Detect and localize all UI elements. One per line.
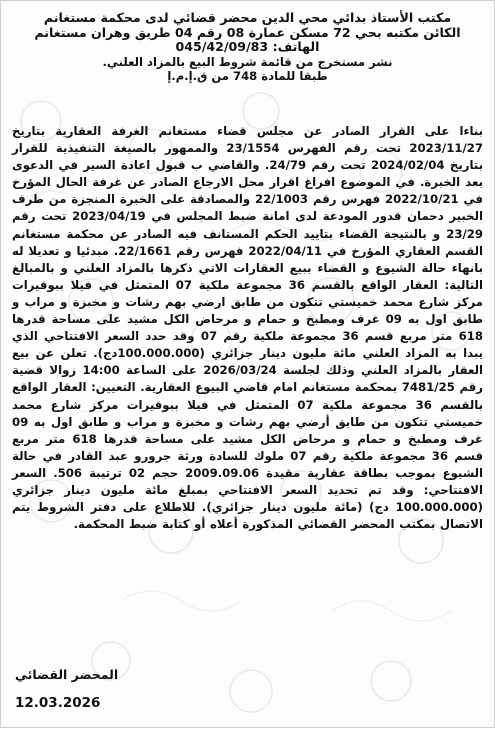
office-phone: الهاتف: 045/42/09/83 [175, 39, 320, 55]
signature-block [15, 667, 118, 711]
office-address: الكائن مكتبه بحي 72 مسكن عمارة 08 رقم 04 طريق وهران مستغانم [34, 24, 461, 40]
notice-body: بناءا على القرار الصادر عن مجلس قضاء مستغانم الغرفة العقارية بتاريخ 2023/11/27 تحت رقم الفهرس 23/1554 والممهور بالصيغة التنفيذية للقرار بتاريخ 2024/02/04 تحت رقم 24/79. والقاضي ب قبول اعادة السير في الدعوى بعد الخبرة. في الموضوع افراغ اقرار محل الارجاع الصادر عن غرفة الحال المؤرخ في 2022/10/21 فهرس رقم 22/1003 والمصادقة على الخبرة المنجزة من طرف الخبير دحمان قدور المودعة لدى امانة ضبط المجلس في 2023/04/19 تحت رقم 23/29 و بالنتيجة القضاء بتاييد الحكم المستانف فيه الصادر عن محكمة مستغانم القسم العقاري المؤرخ في 2022/04/11 فهرس رقم 22/1661. مبدئيا و تعديلا له بانهاء حالة الشيوع و القضاء ببيع العقارات الاتي ذكرها بالمزاد العلني و بالمبالغ التالية: العقار الواقع بالقسم 36 مجموعة ملكية 07 المتمثل في فيلا ببوقيرات مركز شارع محمد خميستي تتكون من طابق ارضي بهم رشات و مخبزة و مراب و طابق اول به 09 غرف ومطبخ و حمام و مرحاض الكل مشيد على مساحة قدرها 618 متر مربع قسم 36 مجموعة ملكية رقم 07 وقد حدد السعر الافتتاحي الذي يبدا به المزاد العلني مائة مليون دينار جزائري (100.000.000دج). تعلن عن بيع العقار بالمزاد العلني وذلك لجلسة 2026/03/24 على الساعة 14:00 زوالا قضية رقم 7481/25 بمحكمة مستغانم امام قاضي البيوع العقارية. التعيين: العقار الواقع بالقسم 36 مجموعة ملكية 07 المتمثل في فيلا ببوقيرات مركز شارع محمد خميستي تتكون من طابق أرضي بهم رشات و مخبزة و مراب و طابق اول به 09 غرف ومطبخ و حمام و مرحاض الكل مشيد على مساحة قدرها 618 متر مربع قسم 36 مجموعة ملكية رقم 07 ملوك للسادة ورثة جرورو عبد القادر في حالة الشيوع بموجب بطاقة عقارية مقيدة 2009.09.06 حجم 02 ترتيبة 506. السعر الافتتاحي: وقد تم تحديد السعر الافتتاحي بمبلغ مائة مليون دينار جزائري (100.000.000 دج) (مائة مليون دينار جزائري). للاطلاع على دفتر الشروط يتم الاتصال بمكتب المحضر القضائي المذكورة أعلاه أو كتابة ضبط المحكمة. [12, 124, 484, 532]
office-name: مكتب الأستاذ بدائي محي الدين محضر قضائي لدى محكمة مستغانم [43, 10, 452, 25]
notice-header [21, 11, 474, 84]
legal-article: طبقا للمادة 748 من ق.إ.م.إ [167, 69, 328, 84]
signature-date: 12.03.2026 [15, 695, 101, 711]
signature-title: المحضر القضائي [15, 667, 119, 682]
publication-title: نشر مستخرج من قائمة شروط البيع بالمزاد العلني. [102, 54, 393, 69]
